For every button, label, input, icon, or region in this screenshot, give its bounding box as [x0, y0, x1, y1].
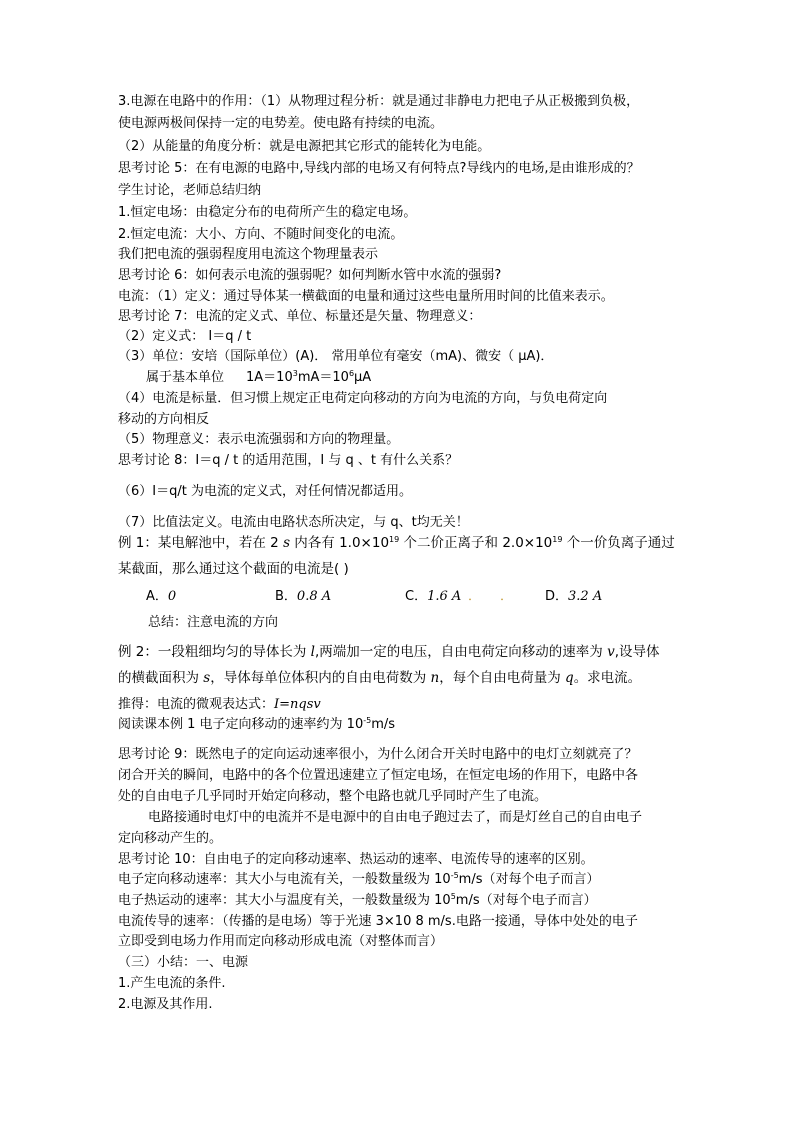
text-line: （3）单位：安培（国际单位）(A)． 常用单位有毫安（mA)、微安（ μA)． — [118, 349, 554, 364]
example1-exponent: 19 — [552, 535, 563, 544]
example2-text: ，导体每单位体积内的自由电荷数为 — [210, 670, 431, 686]
example1-option-d — [545, 588, 602, 606]
derivation-line — [118, 696, 321, 714]
text-line: （2）定义式： I＝q / t — [118, 329, 252, 344]
thermal-speed-exponent: 5 — [450, 892, 456, 901]
text-line: 学生讨论，老师总结归纳 — [118, 183, 262, 198]
text-line: 思考讨论 7：电流的定义式、单位、标量还是矢量、物理意义： — [118, 309, 482, 324]
unit-exponent: 3 — [292, 369, 298, 378]
thermal-speed-text: m/s（对每个电子而言） — [455, 893, 597, 908]
text-line: 总结：注意电流的方向 — [148, 615, 279, 630]
text-line: （7）比值法定义。电流由电路状态所决定，与 q、t均无关！ — [118, 515, 469, 530]
drift-speed-text: m/s（对每个电子而言） — [458, 872, 600, 887]
example2-text: 例 2：一段粗细均匀的导体长为 — [118, 644, 311, 660]
example2-text: 。求电流。 — [573, 670, 642, 686]
option-letter: B． — [275, 589, 297, 604]
drift-speed-exponent: -5 — [450, 871, 459, 880]
text-line: 2.电源及其作用. — [118, 997, 213, 1012]
example2-text: 的横截面积为 — [118, 670, 204, 686]
option-letter: C． — [405, 589, 428, 604]
text-line: 处的自由电子几乎同时开始定向移动，整个电路也就几乎同时产生了电流。 — [118, 789, 548, 804]
option-letter: D． — [545, 589, 569, 604]
text-line: 立即受到电场力作用而定向移动形成电流（对整体而言） — [118, 934, 444, 949]
example2-text: ,两端加一定的电压，自由电荷定向移动的速率为 — [315, 644, 608, 660]
summary-heading: （三）小结：一、电源 — [118, 955, 249, 970]
variable-n: n — [430, 670, 440, 686]
reading-text: 阅读课本例 1 电子定向移动的速率约为 10 — [118, 717, 364, 732]
text-line: 闭合开关的瞬间，电路中的各个位置迅速建立了恒定电场，在恒定电场的作用下，电路中各 — [118, 768, 639, 783]
text-line: 2.恒定电流：大小、方向、不随时间变化的电流。 — [118, 227, 404, 242]
option-value: 3.2 A — [568, 589, 603, 604]
text-line: 3.电源在电路中的作用：（1）从物理过程分析：就是通过非静电力把电子从正极搬到负极， — [118, 94, 640, 109]
option-value: 1.6 A — [427, 589, 462, 604]
text-line: 电流传导的速率：（传播的是电场）等于光速 3×10 8 m/s.电路一接通，导体中处处的电子 — [118, 914, 638, 929]
example1-option-b — [275, 588, 331, 606]
example2-text: ，每个自由电荷量为 — [439, 670, 566, 686]
text-line: 定向移动产生的。 — [118, 831, 223, 846]
unit-formula-c: μA — [354, 370, 372, 385]
reading-line — [118, 716, 395, 734]
option-value: 0 — [167, 589, 177, 604]
example1-option-c — [405, 588, 461, 606]
text-line: 思考讨论 5：在有电源的电路中,导线内部的电场又有何特点?导线内的电场,是由谁形成的？ — [118, 161, 640, 176]
thermal-speed-text: 电子热运动的速率：其大小与温度有关，一般数量级为 10 — [118, 893, 451, 908]
reading-exponent: -5 — [363, 716, 372, 725]
text-line: 思考讨论 8：I＝q / t 的适用范围，I 与 q 、t 有什么关系？ — [118, 453, 459, 468]
text-line: 移动的方向相反 — [118, 412, 210, 427]
example2-text: ,设导体 — [614, 644, 660, 660]
unit-formula-b: mA＝10 — [297, 370, 349, 385]
decorative-dot: ． — [500, 589, 514, 604]
drift-speed-line — [118, 871, 600, 889]
example1-text: 个二价正离子和 2.0×10 — [399, 535, 553, 551]
text-line: 1.产生电流的条件. — [118, 976, 226, 991]
example1-exponent: 19 — [389, 535, 400, 544]
text-line: 电路接通时电灯中的电流并不是电源中的自由电子跑过去了，而是灯丝自己的自由电子 — [148, 810, 643, 825]
example1-unit: s — [283, 535, 290, 551]
text-line: 思考讨论 10：自由电子的定向移动速率、热运动的速率、电流传导的速率的区别。 — [118, 852, 594, 867]
example2-question — [118, 643, 660, 661]
text-line: （4）电流是标量．但习惯上规定正电荷定向移动的方向为电流的方向，与负电荷定向 — [118, 391, 608, 406]
variable-s: s — [203, 670, 211, 686]
text-line: 我们把电流的强弱程度用电流这个物理量表示 — [118, 247, 379, 262]
example1-text: 例 1：某电解池中，若在 2 — [118, 535, 284, 551]
drift-speed-text: 电子定向移动速率：其大小与电流有关，一般数量级为 10 — [118, 872, 451, 887]
text-line: 使电源两极间保持一定的电势差。使电路有持续的电流。 — [118, 116, 444, 131]
thermal-speed-line — [118, 892, 597, 910]
text-line: （5）物理意义：表示电流强弱和方向的物理量。 — [118, 432, 400, 447]
text-line: （6）I＝q/t 为电流的定义式，对任何情况都适用。 — [118, 484, 412, 499]
text-line: 思考讨论 6：如何表示电流的强弱呢？如何判断水管中水流的强弱? — [118, 268, 502, 283]
unit-formula-a: 1A＝10 — [246, 370, 293, 385]
option-value: 0.8 A — [296, 589, 332, 604]
text-line: 1.恒定电场：由稳定分布的电荷所产生的稳定电场。 — [118, 205, 417, 220]
decorative-dot: ． — [468, 589, 482, 604]
unit-exponent: 6 — [348, 369, 355, 378]
option-letter: A． — [146, 589, 168, 604]
example1-question — [118, 534, 675, 552]
variable-q: q — [565, 670, 574, 686]
unit-line — [146, 369, 371, 387]
text-line: 思考讨论 9：既然电子的定向运动速率很小，为什么闭合开关时电路中的电灯立刻就亮了？ — [118, 747, 638, 762]
derivation-formula: I=nqsv — [274, 697, 321, 712]
unit-prefix: 属于基本单位 — [146, 370, 225, 385]
example1-text: 内各有 1.0×10 — [290, 535, 390, 551]
example2-question-line2 — [118, 669, 641, 687]
derivation-label: 推得：电流的微观表达式： — [118, 697, 275, 712]
example1-option-a — [146, 588, 176, 606]
text-line: （2）从能量的角度分析：就是电源把其它形式的能转化为电能。 — [118, 139, 491, 154]
reading-unit: m/s — [371, 717, 396, 732]
example1-question-line2: 某截面，那么通过这个截面的电流是( ) — [118, 561, 349, 577]
variable-v: v — [607, 644, 615, 660]
example1-text: 个一价负离子通过 — [562, 535, 675, 551]
text-line: 电流：（1）定义：通过导体某一横截面的电量和通过这些电量所用时间的比值来表示。 — [118, 289, 614, 304]
variable-l: l — [310, 644, 315, 660]
